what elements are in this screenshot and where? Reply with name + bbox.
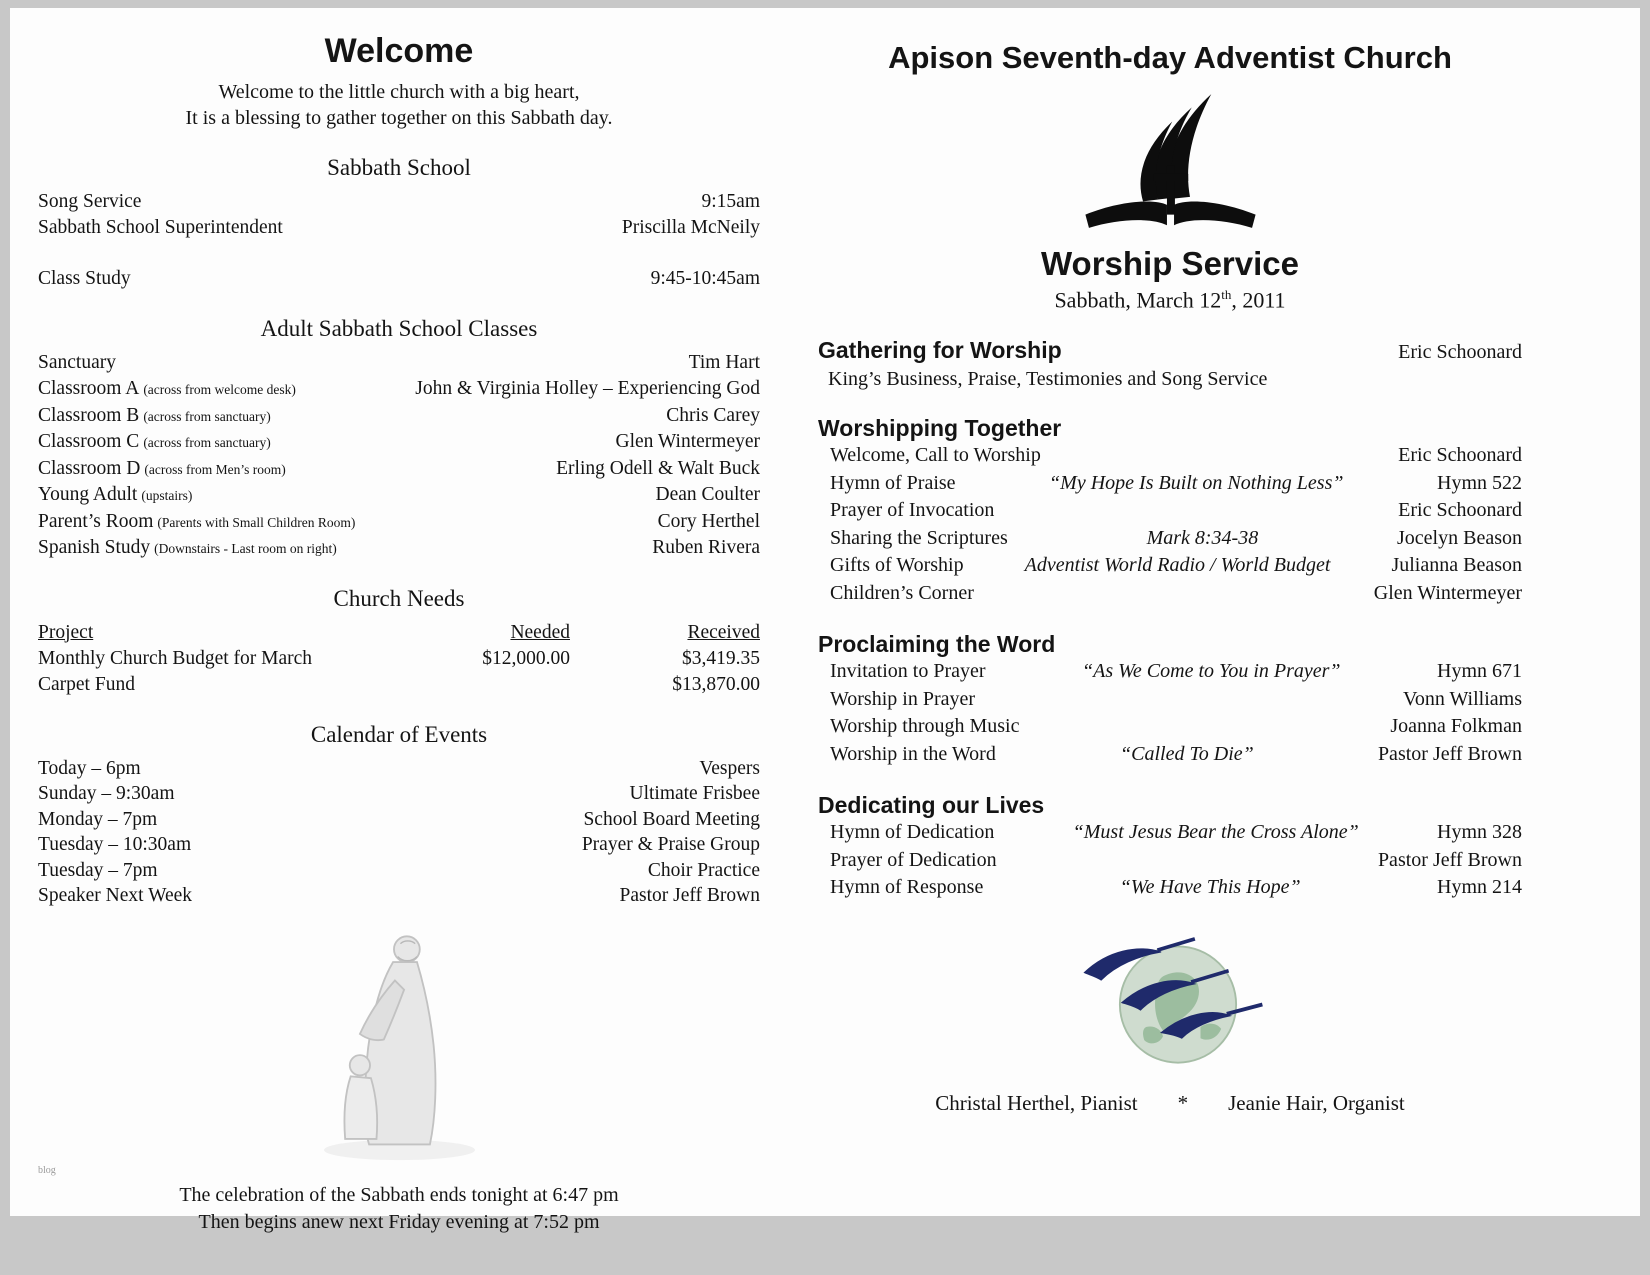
sabbath-sunset-line1: The celebration of the Sabbath ends tonight at 6:47 pm <box>179 1183 619 1206</box>
section-gathering <box>818 337 1522 391</box>
program-row: Sharing the Scriptures Mark 8:34-38 Jocelyn Beason <box>818 525 1522 553</box>
room-note: (across from sanctuary) <box>143 408 271 424</box>
row-label: Sabbath School Superintendent <box>38 216 283 238</box>
received-amount: $13,870.00 <box>672 673 760 695</box>
calendar-row <box>38 756 760 782</box>
hymn-number: Hymn 671 <box>1437 660 1522 683</box>
row-value: School Board Meeting <box>583 808 760 830</box>
credit-separator: * <box>1177 1090 1189 1115</box>
sda-logo-icon <box>818 82 1522 245</box>
gathering-heading: Gathering for Worship <box>818 337 1062 364</box>
program-person: Pastor Jeff Brown <box>1377 742 1522 765</box>
row-label: Parent’s Room (Parents with Small Children Room) <box>38 510 356 532</box>
calendar-row <box>38 883 760 909</box>
calendar-row <box>38 858 760 884</box>
schedule-row <box>38 215 760 241</box>
hymn-number: Hymn 328 <box>1437 821 1522 844</box>
column-header-needed: Needed <box>510 621 570 643</box>
column-header-project: Project <box>38 621 94 643</box>
musicians-line <box>818 1091 1522 1116</box>
calendar-row <box>38 781 760 807</box>
offering-detail: Adventist World Radio / World Budget <box>1024 554 1331 577</box>
class-row <box>38 376 760 403</box>
row-value: Choir Practice <box>647 859 760 881</box>
program-person: Pastor Jeff Brown <box>1377 848 1522 871</box>
hymn-number: Hymn 214 <box>1437 876 1522 899</box>
row-label: Tuesday – 10:30am <box>38 834 192 855</box>
left-page <box>10 8 768 1233</box>
room-note: (across from sanctuary) <box>143 435 271 450</box>
welcome-subtitle-line2: It is a blessing to gather together on this Sabbath day. <box>185 107 613 129</box>
section-proclaiming <box>818 631 1522 768</box>
section-dedicating <box>818 792 1522 902</box>
globe-angels-illustration <box>818 922 1522 1077</box>
row-label: Classroom A (across from welcome desk) <box>38 378 296 399</box>
class-row <box>38 535 760 562</box>
church-needs-row <box>38 646 760 672</box>
row-label: Sanctuary <box>38 351 116 373</box>
watermark-text: blog <box>38 1165 56 1176</box>
row-value: John & Virginia Holley – Experiencing God <box>415 378 760 399</box>
church-needs-row <box>38 672 760 698</box>
row-value: Dean Coulter <box>655 484 760 505</box>
calendar-heading: Calendar of Events <box>310 721 488 747</box>
gathering-leader: Eric Schoonard <box>1398 341 1522 364</box>
section-worshipping <box>818 415 1522 607</box>
program-row: Worship in the Word “Called To Die” Pastor Jeff Brown <box>818 741 1522 769</box>
row-label: Today – 6pm <box>38 757 141 779</box>
worshipping-heading: Worshipping Together <box>818 415 1062 442</box>
row-label: Song Service <box>38 191 142 212</box>
program-row: Children’s Corner Glen Wintermeyer <box>818 580 1522 608</box>
class-row <box>38 482 760 509</box>
row-value: Priscilla McNeily <box>621 216 760 238</box>
row-label: Class Study <box>38 268 131 289</box>
class-row <box>38 403 760 430</box>
program-person: Glen Wintermeyer <box>1373 581 1522 604</box>
adult-classes-heading: Adult Sabbath School Classes <box>260 315 538 341</box>
program-person: Vonn Williams <box>1402 687 1522 710</box>
program-row: Gifts of Worship Adventist World Radio / World Budget Julianna Beason <box>818 552 1522 580</box>
program-row: Invitation to Prayer “As We Come to You in Prayer” Hymn 671 <box>818 658 1522 686</box>
program-person: Eric Schoonard <box>1398 499 1522 522</box>
room-note: (upstairs) <box>141 488 193 503</box>
date-ordinal: th <box>1221 287 1232 302</box>
program-row: Hymn of Praise “My Hope Is Built on Nothing Less” Hymn 522 <box>818 470 1522 498</box>
calendar-row <box>38 832 760 858</box>
hymn-title: “Must Jesus Bear the Cross Alone” <box>1072 821 1359 844</box>
row-label: Monday – 7pm <box>38 808 158 830</box>
room-note: (across from Men’s room) <box>144 461 286 477</box>
pianist-credit: Christal Herthel, Pianist <box>935 1090 1138 1115</box>
program-person: Eric Schoonard <box>1398 444 1522 467</box>
row-value: Tim Hart <box>688 351 760 373</box>
row-label: Classroom C (across from sanctuary) <box>38 431 271 452</box>
program-row: Hymn of Response “We Have This Hope” Hymn 214 <box>818 874 1522 902</box>
row-value: Prayer & Praise Group <box>581 834 760 855</box>
row-label: Classroom D (across from Men’s room) <box>38 457 286 479</box>
row-value: Erling Odell & Walt Buck <box>556 457 760 479</box>
bulletin-page <box>10 8 1640 1233</box>
program-person: Joanna Folkman <box>1390 715 1522 738</box>
class-row <box>38 350 760 377</box>
row-value: Chris Carey <box>666 404 760 426</box>
row-label: Young Adult (upstairs) <box>38 484 193 505</box>
received-amount: $3,419.35 <box>682 647 760 669</box>
program-row: Prayer of Invocation Eric Schoonard <box>818 497 1522 525</box>
hymn-number: Hymn 522 <box>1437 471 1522 494</box>
jesus-child-illustration <box>38 925 760 1170</box>
row-value: Vespers <box>699 757 760 779</box>
calendar-row <box>38 807 760 833</box>
room-note: (Parents with Small Children Room) <box>157 514 356 530</box>
row-label: Classroom B (across from sanctuary) <box>38 404 271 426</box>
hymn-title: “We Have This Hope” <box>1119 876 1301 899</box>
program-person: Jocelyn Beason <box>1397 526 1522 549</box>
row-value: 9:15am <box>701 191 760 212</box>
right-page <box>768 8 1640 1216</box>
gathering-description: King’s Business, Praise, Testimonies and Song Service <box>828 368 1268 391</box>
sermon-title: “Called To Die” <box>1120 742 1254 765</box>
row-value: Ruben Rivera <box>652 537 760 558</box>
room-note: (Downstairs - Last room on right) <box>154 541 337 556</box>
row-label: Speaker Next Week <box>38 885 193 906</box>
welcome-subtitle-line1: Welcome to the little church with a big heart, <box>218 81 580 103</box>
church-name-title: Apison Seventh-day Adventist Church <box>888 40 1452 75</box>
sabbath-sunset-line2: Then begins anew next Friday evening at 7:52 pm <box>198 1210 600 1233</box>
organist-credit: Jeanie Hair, Organist <box>1228 1090 1405 1115</box>
hymn-title: “As We Come to You in Prayer” <box>1081 660 1341 683</box>
row-value: Ultimate Frisbee <box>629 783 760 804</box>
project-name: Monthly Church Budget for March <box>38 647 313 669</box>
class-row <box>38 456 760 483</box>
schedule-row <box>38 266 760 292</box>
program-person: Julianna Beason <box>1391 554 1522 577</box>
class-row <box>38 509 760 536</box>
row-label: Spanish Study (Downstairs - Last room on right) <box>38 537 337 558</box>
service-date: Sabbath, March 12th, 2011 <box>1054 287 1286 313</box>
row-label: Tuesday – 7pm <box>38 859 158 881</box>
program-row: Welcome, Call to Worship Eric Schoonard <box>818 442 1522 470</box>
needed-amount: $12,000.00 <box>482 647 570 669</box>
program-row: Worship through Music Joanna Folkman <box>818 713 1522 741</box>
hymn-title: “My Hope Is Built on Nothing Less” <box>1049 471 1344 494</box>
scripture-reference: Mark 8:34-38 <box>1146 526 1259 549</box>
row-value: Cory Herthel <box>657 510 760 532</box>
church-needs-header-row <box>38 620 760 646</box>
church-needs-heading: Church Needs <box>333 585 465 611</box>
schedule-row <box>38 189 760 215</box>
welcome-title: Welcome <box>324 32 474 70</box>
sabbath-school-heading: Sabbath School <box>327 155 471 180</box>
program-row: Worship in Prayer Vonn Williams <box>818 686 1522 714</box>
row-label: Sunday – 9:30am <box>38 783 175 804</box>
class-row <box>38 429 760 456</box>
row-value: 9:45-10:45am <box>650 268 760 289</box>
program-row: Prayer of Dedication Pastor Jeff Brown <box>818 847 1522 875</box>
room-note: (across from welcome desk) <box>143 382 296 397</box>
program-row: Hymn of Dedication “Must Jesus Bear the Cross Alone” Hymn 328 <box>818 819 1522 847</box>
dedicating-heading: Dedicating our Lives <box>818 792 1045 819</box>
row-value: Pastor Jeff Brown <box>619 885 760 906</box>
row-value: Glen Wintermeyer <box>615 431 760 452</box>
project-name: Carpet Fund <box>38 673 135 695</box>
worship-service-title: Worship Service <box>1041 245 1299 282</box>
proclaiming-heading: Proclaiming the Word <box>818 631 1056 658</box>
column-header-received: Received <box>687 621 760 643</box>
